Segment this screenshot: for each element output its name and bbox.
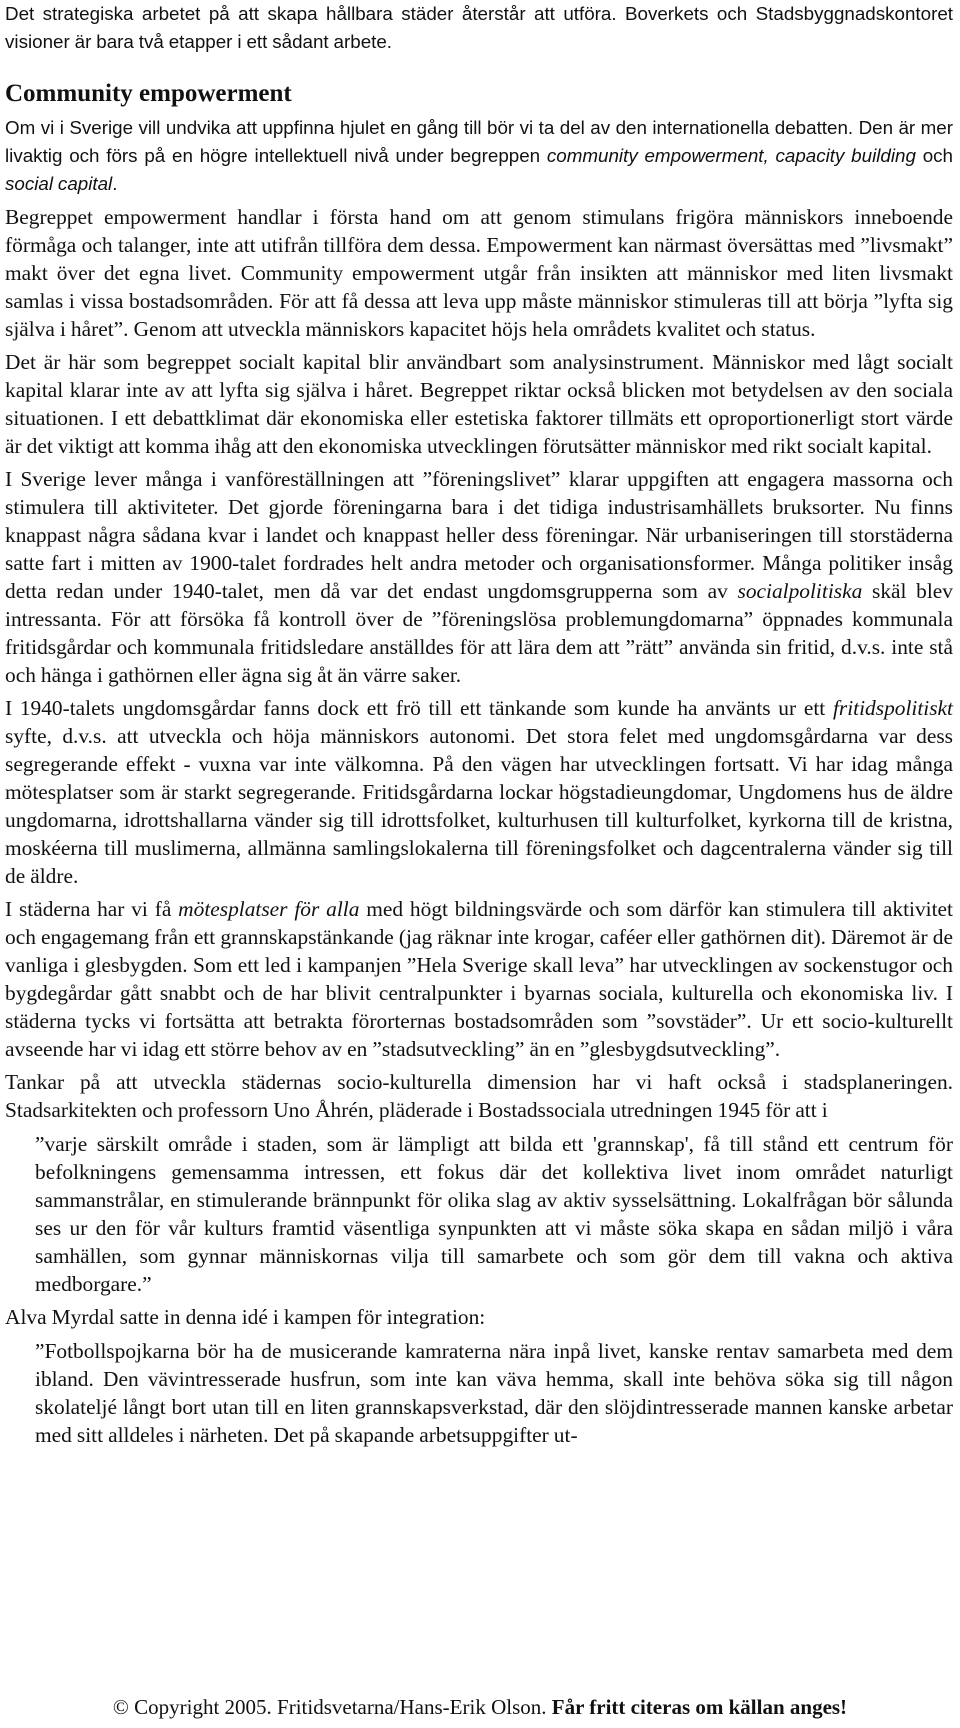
paragraph-motesplatser [5, 895, 953, 1063]
document-page [5, 0, 953, 1453]
paragraph-text: . [112, 173, 118, 194]
block-quote-ahren: ”varje särskilt område i staden, som är lämpligt att bilda ett 'grannskap', få till stånd ett centrum för befolkningens gemensamma intressen, ett fokus där det kollektiva livet inom området naturligt sammanstrålar, en stimulerande brännpunkt för olika slag av aktiv sysselsättning. Lokalfrågan bör sålunda ses ur den för vår kulturs framtid väsentliga synpunkten att vi måste söka skapa en sådan miljö i våra samhällen, som gynnar människornas vilja till samarbete och som gör dem till vakna och aktiva medborgare.” [35, 1132, 953, 1296]
paragraph-stadsplanering: Tankar på att utveckla städernas socio-kulturella dimension har vi haft också i stadsplaneringen. Stadsarkitekten och professorn Uno Åhrén, pläderade i Bostadssociala utredningen 1945 för att i [5, 1070, 953, 1122]
paragraph-alva-myrdal: Alva Myrdal satte in denna idé i kampen för integration: [5, 1305, 486, 1329]
paragraph-text: med högt bildningsvärde och som därför kan stimulera till aktivitet och engagemang från ett grannskapstänkande (jag räknar inte krogar, caféer eller gathörnen dit). Däremot är de vanliga i glesbygden. Som ett led i kampanjen ”Hela Sverige skall leva” har utvecklingen av sockenstugor och bygdegårdar gått snabbt och de har blivit centralpunkter i byarnas sociala, kulturella och ekonomiska liv. I städerna tycks vi fortsätta att betrakta förorternas bostadsområden som ”sovstäder”. Ur ett socio-kulturellt avseende har vi idag ett större behov av en ”stadsutveckling” än en ”glesbygdsutveckling”. [5, 897, 953, 1061]
block-quote-myrdal: ”Fotbollspojkarna bör ha de musicerande kamraterna nära inpå livet, kanske rentav samarbeta med dem ibland. Den vävintresserade husfrun, som inte kan väva hemma, skall inte behöva söka sig till någon skolateljé långt bort utan till en liten grannskapsverkstad, där den slöjdintresserade mannen kanske arbetar med sitt alldeles i närheten. Det på skapande arbetsuppgifter ut- [35, 1339, 953, 1447]
paragraph-foreningsliv [5, 465, 953, 689]
italic-term: community empowerment, capacity building [546, 145, 916, 166]
paragraph-text: och [915, 145, 953, 166]
paragraph-debate-intro [5, 114, 953, 198]
page-footer [0, 1694, 960, 1720]
paragraph-text: I 1940-talets ungdomsgårdar fanns dock ett frö till ett tänkande som kunde ha använts ur ett [5, 696, 833, 720]
section-heading: Community empowerment [5, 80, 292, 107]
citation-notice: Får fritt citeras om källan anges! [551, 1695, 848, 1719]
italic-term: socialpolitiska [737, 579, 863, 603]
paragraph-empowerment: Begreppet empowerment handlar i första hand om att genom stimulans frigöra människors inneboende förmåga och talanger, inte att utifrån tillföra dem dessa. Empowerment kan närmast översättas med ”livsmakt” makt över det egna livet. Community empowerment utgår från insikten att människor med liten livsmakt samlas i vissa bostadsområden. För att få dessa att leva upp måste människor stimuleras till att börja ”lyfta sig själva i håret”. Genom att utveckla människors kapacitet höjs hela områdets kvalitet och status. [5, 205, 953, 341]
paragraph-text: I Sverige lever många i vanföreställningen att ”föreningslivet” klarar uppgiften att engagera massorna och stimulera till aktiviteter. Det gjorde föreningarna bara i det tidiga industrisamhällets bruksorter. Nu finns knappast några sådana kvar i landet och knappast heller dess föreningar. När urbaniseringen till storstäderna satte fart i mitten av 1900-talet fordrades helt andra metoder och organisationsformer. Många politiker insåg detta redan under 1940-talet, men då var det endast ungdomsgrupperna som av [5, 467, 953, 603]
copyright-text: © Copyright 2005. Fritidsvetarna/Hans-Erik Olson. [112, 1695, 547, 1719]
paragraph-text: Om vi i Sverige vill undvika att uppfinna hjulet en gång till bör vi ta del av den internationella debatten. [5, 117, 854, 138]
paragraph-text: Den är mer livaktig och förs på en högre intellektuell nivå under begreppen [5, 117, 953, 166]
paragraph-social-capital: Det är här som begreppet socialt kapital blir användbart som analysinstrument. Människor med lågt socialt kapital klarar inte av att lyfta sig själva i håret. Begreppet riktar också blicken mot betydelsen av den sociala situationen. I ett debattklimat där ekonomiska eller estetiska faktorer tillmäts ett oproportionerligt stort värde är det viktigt att komma ihåg att den ekonomiska utvecklingen förutsätter människor med rikt socialt kapital. [5, 350, 953, 458]
paragraph-text: skäl blev intressanta. För att försöka få kontroll över de ”föreningslösa problemungdomarna” öppnades kommunala fritidsgårdar och kommunala fritidsledare anställdes för att lära dem att ”rätt” använda sin fritid, d.v.s. inte stå och hänga i gathörnen eller ägna sig åt än värre saker. [5, 579, 953, 687]
italic-term: fritidspolitiskt [832, 696, 953, 720]
paragraph-text: syfte, d.v.s. att utveckla och höja människors autonomi. Det stora felet med ungdomsgårdarna var dess segregerande effekt - vuxna var inte välkomna. På den vägen har utvecklingen fortsatt. Vi har idag många mötesplatser som är starkt segregerande. Fritidsgårdarna lockar högstadieungdomar, Ungdomens hus de äldre ungdomarna, idrottshallarna vänder sig till idrottsfolket, kulturhusen till kulturfolket, kyrkorna till de kristna, moskéerna till muslimerna, allmänna samlingslokalerna till föreningsfolket och dagcentralerna vänder sig till de äldre. [5, 724, 953, 888]
paragraph-ungdomsgardar [5, 694, 953, 890]
italic-term: social capital [5, 173, 113, 194]
paragraph-text: I städerna har vi få [5, 897, 179, 921]
italic-term: mötesplatser för alla [178, 897, 360, 921]
intro-paragraph: Det strategiska arbetet på att skapa hållbara städer återstår att utföra. Boverkets och Stadsbyggnadskontoret visioner är bara två etapper i ett sådant arbete. [5, 3, 953, 52]
